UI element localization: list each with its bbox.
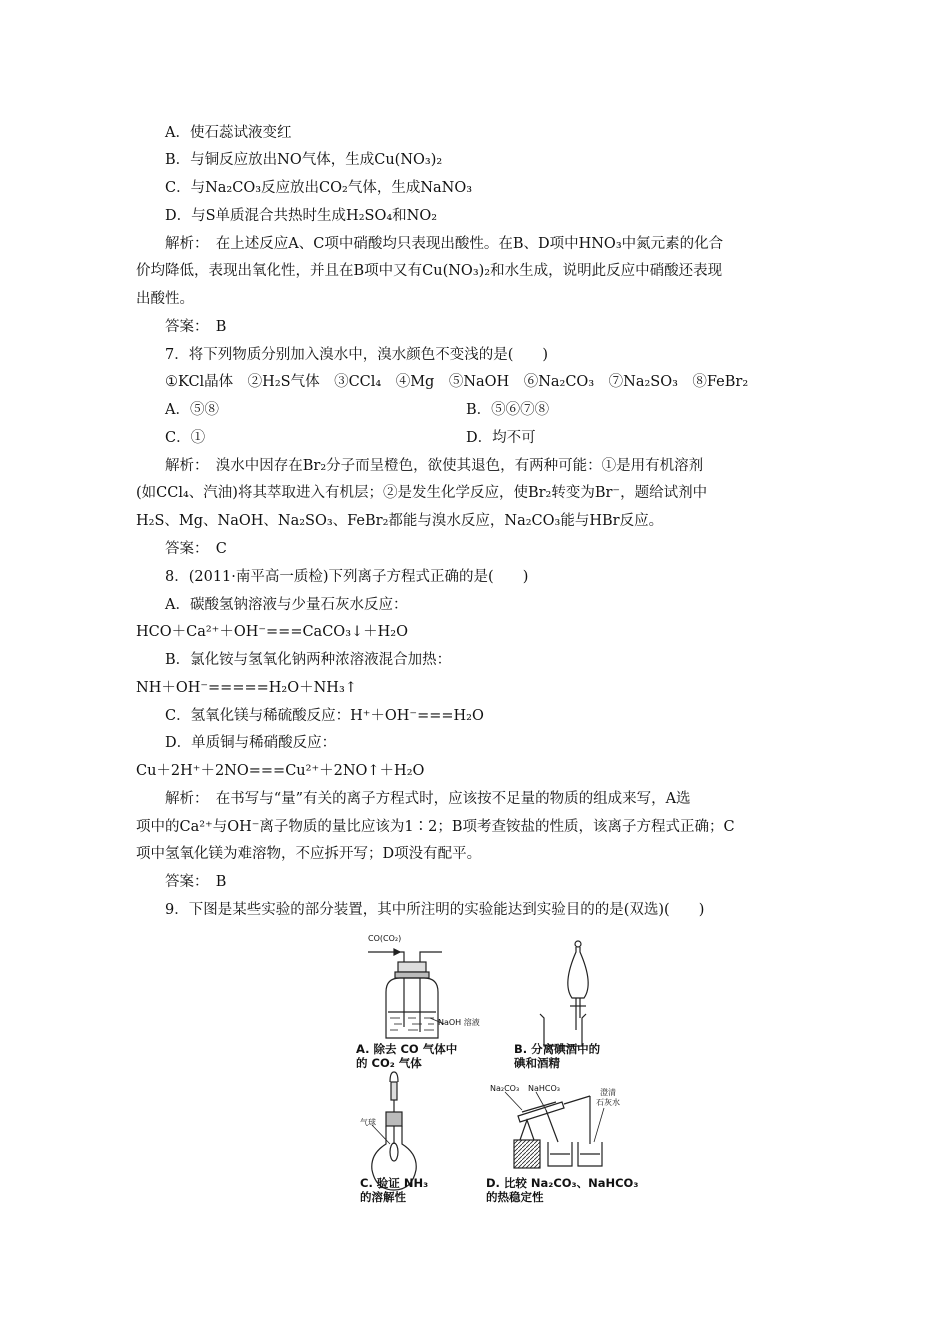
- q8-option-a: A．碳酸氢钠溶液与少量石灰水反应：: [165, 597, 408, 613]
- q7-option-b: B．⑤⑥⑦⑧: [466, 402, 550, 418]
- caption-c-line1: C. 验证 NH₃: [360, 1176, 429, 1190]
- q8-equation-a: HCO＋Ca²⁺＋OH⁻===CaCO₃↓＋H₂O: [136, 624, 408, 640]
- q8-analysis-line2: 项中的Ca²⁺与OH⁻离子物质的量比应该为1∶2；B项考查铵盐的性质，该离子方程式正确；C: [136, 819, 735, 835]
- q9-figure: [350, 932, 650, 1222]
- q7-stem: 7．将下列物质分别加入溴水中，溴水颜色不变浅的是( ): [165, 347, 549, 363]
- gas-washing-bottle: [368, 949, 444, 1038]
- q7-analysis-line2: (如CCl₄、汽油)将其萃取进入有机层；②是发生化学反应，使Br₂转变为Br⁻，题给试剂中: [136, 485, 708, 501]
- q7-option-d: D．均不可: [466, 430, 536, 446]
- q7-analysis-line3: H₂S、Mg、NaOH、Na₂SO₃、FeBr₂都能与溴水反应，Na₂CO₃能与HBr反应。: [136, 513, 664, 529]
- q9-stem: 9．下图是某些实验的部分装置，其中所注明的实验能达到实验目的的是(双选)( ): [165, 902, 705, 918]
- q8-stem: 8．(2011·南平高一质检)下列离子方程式正确的是( ): [165, 569, 529, 585]
- caption-d-line1: D. 比较 Na₂CO₃、NaHCO₃: [486, 1176, 639, 1190]
- separatory-funnel: [540, 941, 588, 1046]
- label-na2co3: Na₂CO₃: [490, 1084, 520, 1093]
- q6-option-c: C．与Na₂CO₃反应放出CO₂气体，生成NaNO₃: [165, 180, 473, 196]
- caption-b-line1: B. 分离碘酒中的: [514, 1042, 601, 1056]
- q8-option-b: B．氯化铵与氢氧化钠两种浓溶液混合加热：: [165, 652, 452, 668]
- caption-a-line1: A. 除去 CO 气体中: [356, 1042, 458, 1056]
- caption-c-line2: 的溶解性: [360, 1190, 406, 1204]
- q8-analysis-line3: 项中氢氧化镁为难溶物，不应拆开写；D项没有配平。: [136, 846, 482, 862]
- q7-analysis-line1: 解析： 溴水中因存在Br₂分子而呈橙色，欲使其退色，有两种可能：①是用有机溶剂: [165, 458, 704, 474]
- q6-analysis-line3: 出酸性。: [136, 291, 194, 307]
- q8-analysis-line1: 解析： 在书写与“量”有关的离子方程式时，应该按不足量的物质的组成来写，A选: [165, 791, 691, 807]
- q6-answer: 答案： B: [165, 319, 227, 335]
- q8-option-c: C．氢氧化镁与稀硫酸反应：H⁺＋OH⁻===H₂O: [165, 708, 484, 724]
- q8-option-d: D．单质铜与稀硝酸反应：: [165, 735, 337, 751]
- label-naoh-solution: NaOH 溶液: [438, 1018, 480, 1027]
- label-lime-water-1: 澄清: [600, 1088, 616, 1097]
- flask-with-balloon: [372, 1072, 416, 1190]
- q8-answer: 答案： B: [165, 874, 227, 890]
- label-lime-water-2: 石灰水: [596, 1098, 620, 1107]
- heating-tubes: [505, 1092, 604, 1168]
- q6-analysis-line1: 解析： 在上述反应A、C项中硝酸均只表现出酸性。在B、D项中HNO₃中氮元素的化合: [165, 236, 724, 252]
- label-nahco3: NaHCO₃: [528, 1084, 560, 1093]
- q8-equation-d: Cu＋2H⁺＋2NO===Cu²⁺＋2NO↑＋H₂O: [136, 763, 425, 779]
- q7-option-a: A．⑤⑧: [165, 402, 219, 418]
- caption-d-line2: 的热稳定性: [486, 1190, 544, 1204]
- caption-a-line2: 的 CO₂ 气体: [356, 1056, 422, 1070]
- label-balloon: 气球: [360, 1118, 376, 1127]
- q8-equation-b: NH＋OH⁻=====H₂O＋NH₃↑: [136, 680, 357, 696]
- q6-option-b: B．与铜反应放出NO气体，生成Cu(NO₃)₂: [165, 152, 443, 168]
- q6-option-d: D．与S单质混合共热时生成H₂SO₄和NO₂: [165, 208, 438, 224]
- q6-analysis-line2: 价均降低，表现出氧化性，并且在B项中又有Cu(NO₃)₂和水生成，说明此反应中硝酸还表现: [136, 263, 723, 279]
- label-co-co2: CO(CO₂): [368, 934, 402, 943]
- caption-b-line2: 碘和酒精: [514, 1056, 560, 1070]
- q6-option-a: A．使石蕊试液变红: [165, 125, 292, 141]
- q7-answer: 答案： C: [165, 541, 227, 557]
- q7-option-c: C．①: [165, 430, 206, 446]
- q7-items: ①KCl晶体 ②H₂S气体 ③CCl₄ ④Mg ⑤NaOH ⑥Na₂CO₃ ⑦Na₂SO₃ ⑧FeBr₂: [165, 374, 749, 390]
